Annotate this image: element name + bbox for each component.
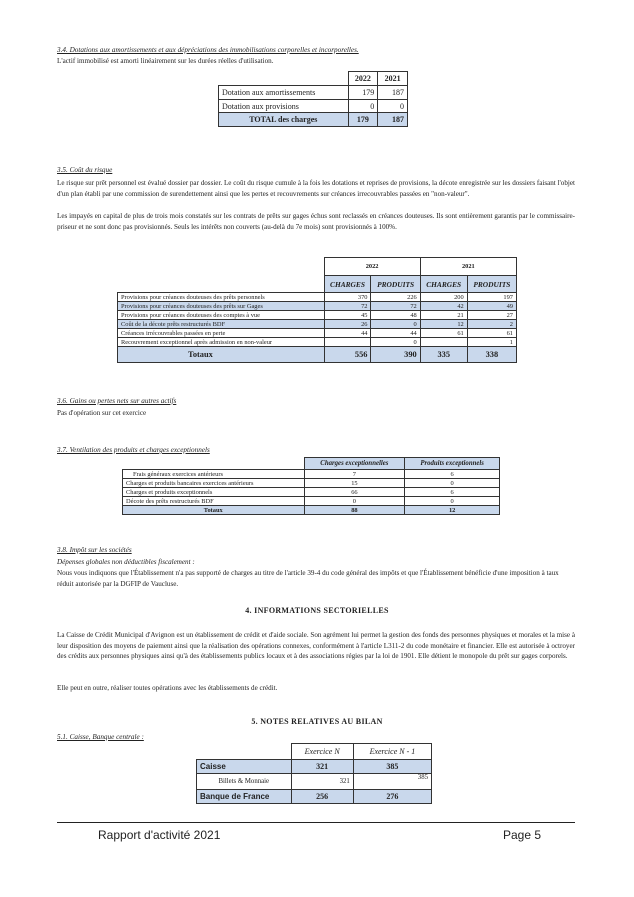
table-row: Provisions pour créances douteuses des comptes à vue 45 48 21 27 <box>118 311 517 320</box>
amortissements-table <box>218 71 408 127</box>
table-row: Dotation aux amortissements 179 187 <box>219 86 408 100</box>
table-row: Provisions pour créances douteuses des prêts sur Gages 72 72 42 49 <box>118 302 517 311</box>
page-number: Page 5 <box>503 828 542 842</box>
col-2022: 2022 <box>348 72 378 86</box>
cout-risque-table: 2022 2021 CHARGES PRODUITS CHARGES PRODUITS Provisions pour créances douteuses des prêts personnels 370 226 200 197 Provisions pour créances douteuses des prêts sur Gages 72 72 42 49 Provisions pour créances douteuses des comptes à vue 45 48 21 27 Coût de la décote prêts restructurés BDF 26 0 12 2 Créances irrécouvrables passées en perte 44 44 61 61 Recouvrement exceptionnel après admission en non-valeur 0 1 Totaux 556 390 335 338 <box>117 257 517 363</box>
table-row: Billets & Monnaie 321 385 <box>197 774 432 790</box>
section-3-8-text: Nous vous indiquons que l'Établissement n'a pas supporté de charges au titre de l'article 39-4 du code général des impôts et que l'Établissement bénéficie d'une imposition à taux réduit autorisée par la DGFIP de Vaucluse. <box>57 569 559 588</box>
table-row: Recouvrement exceptionnel après admission en non-valeur 0 1 <box>118 338 517 347</box>
table-row: Charges et produits bancaires exercices antérieurs 15 0 <box>123 479 500 488</box>
footer-report-title: Rapport d'activité 2021 <box>98 828 221 842</box>
section-3-4-title: 3.4. Dotations aux amortissements et aux dépréciations des immobilisations corporelles et incorporelles. <box>57 46 359 54</box>
total-row: TOTAL des charges 179 187 <box>219 113 408 127</box>
section-4-heading: 4. INFORMATIONS SECTORIELLES <box>245 606 389 615</box>
table-row: Frais généraux exercices antérieurs 7 6 <box>123 470 500 479</box>
total-row: Totaux 88 12 <box>123 506 500 515</box>
section-5-1-title: 5.1. Caisse, Banque centrale : <box>57 733 144 741</box>
table-row: Charges et produits exceptionnels 66 6 <box>123 488 500 497</box>
section-4-text-2: Elle peut en outre, réaliser toutes opérations avec les établissements de crédit. <box>57 684 278 692</box>
caisse-table: Exercice N Exercice N - 1 Caisse 321 385 Billets & Monnaie 321 385 Banque de France 256 276 <box>196 743 432 804</box>
section-3-8-title: 3.8. Impôt sur les sociétés <box>57 546 132 554</box>
table-row: Créances irrécouvrables passées en perte 44 44 61 61 <box>118 329 517 338</box>
section-3-5-paragraph-1: Le risque sur prêt personnel est évalué dossier par dossier. Le coût du risque cumule à la fois les dotations et reprises de provisions, la décote enregistrée sur les dossiers faisant l'objet d'un plan établi par une commission de surendettement ainsi que les pertes et recouvrements sur créances irrecouvrables passées en "non-valeur". <box>57 179 575 198</box>
table-row: Caisse 321 385 <box>197 760 432 774</box>
section-3-5-paragraph-2: Les impayés en capital de plus de trois mois constatés sur les contrats de prêts sur gages échus sont reclassés en créances douteuses. Ils sont entièrement garantis par le commissaire-priseur et ne sont donc pas provisionnés. Seuls les intérêts non couverts (au-delà du 7e mois) sont provisionnés à 100%. <box>57 212 575 231</box>
section-3-5-title: 3.5. Coût du risque <box>57 166 113 174</box>
exceptionnels-table: Charges exceptionnelles Produits exceptionnels Frais généraux exercices antérieurs 7 6 Charges et produits bancaires exercices antérieurs 15 0 Charges et produits exceptionnels 66 6 Décote des prêts restructurés BDF 0 0 Totaux 88 12 <box>122 457 500 515</box>
section-5-heading: 5. NOTES RELATIVES AU BILAN <box>251 717 383 726</box>
section-3-4-intro: L'actif immobilisé est amorti linéairement sur les durées réelles d'utilisation. <box>57 57 274 65</box>
section-3-8-subtitle: Dépenses globales non déductibles fiscalement : <box>57 558 195 566</box>
section-3-6-text: Pas d'opération sur cet exercice <box>57 409 147 417</box>
table-row: Banque de France 256 276 <box>197 790 432 804</box>
table-row: Coût de la décote prêts restructurés BDF 26 0 12 2 <box>118 320 517 329</box>
footer-divider <box>57 822 575 823</box>
table-row: Décote des prêts restructurés BDF 0 0 <box>123 497 500 506</box>
table-row: Provisions pour créances douteuses des prêts personnels 370 226 200 197 <box>118 293 517 302</box>
section-3-7-title: 3.7. Ventilation des produits et charges exceptionnels <box>57 446 210 454</box>
col-2021: 2021 <box>378 72 408 86</box>
total-row: Totaux 556 390 335 338 <box>118 347 517 363</box>
section-4-text: La Caisse de Crédit Municipal d'Avignon est un établissement de crédit et d'aide sociale. Son agrément lui permet la gestion des fonds des personnes physiques et morales et la mise à leur disposition des moyens de paiement ainsi que la réalisation des opérations connexes, conformément à l'article L311-2 du code monétaire et financier. Elle est autorisée à octroyer des crédits aux personnes physiques ainsi qu'à des établissements publics locaux et à des associations régies par la loi de 1901. Elle détient le monopole du prêt sur gages corporels. <box>57 631 575 661</box>
table-row: Dotation aux provisions 0 0 <box>219 100 408 113</box>
section-3-6-title: 3.6. Gains ou pertes nets sur autres actifs <box>57 397 177 405</box>
